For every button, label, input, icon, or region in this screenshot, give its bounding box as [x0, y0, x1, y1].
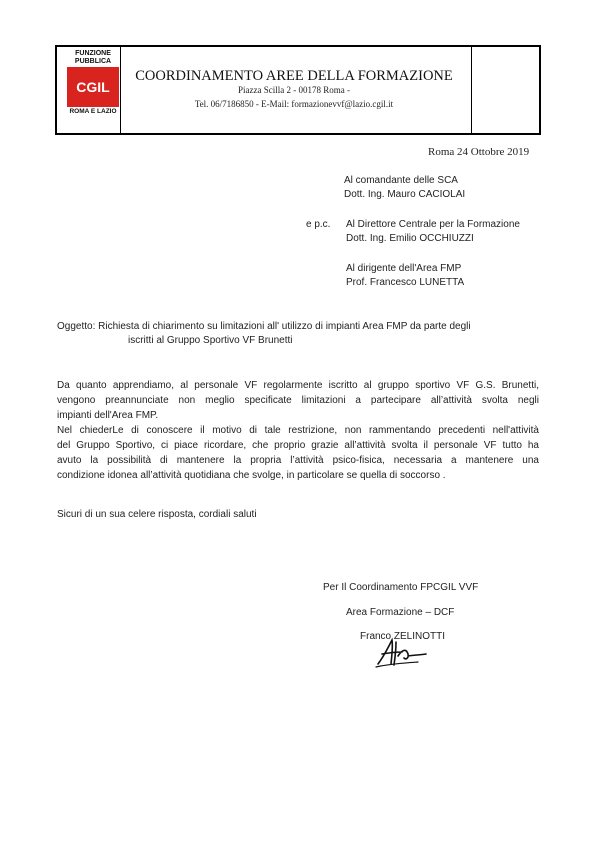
signature-name: Franco ZELINOTTI	[360, 631, 446, 642]
logo-brand: CGIL	[67, 67, 119, 107]
handwritten-signature	[374, 634, 430, 670]
recipient-2-line2: Dott. Ing. Emilio OCCHIUZZI	[346, 233, 474, 244]
cc-label: e p.c.	[306, 219, 331, 230]
subject-line2: iscritti al Gruppo Sportivo VF Brunetti	[128, 335, 293, 346]
body-p2-line2: del Gruppo Sportivo, ci piace ricordare, che proprio grazie all’attività svolta il personale VF tutto ha	[57, 440, 539, 451]
cgil-logo	[67, 49, 119, 117]
signature-line1: Per Il Coordinamento FPCGIL VVF	[323, 582, 479, 593]
logo-line1: FUNZIONE	[75, 50, 111, 57]
closing-greeting: Sicuri di un sua celere risposta, cordiali saluti	[57, 509, 257, 520]
letterhead	[55, 45, 541, 135]
body-p2-line3: avuto la possibilità di mantenere la propria l’attività psico-fisica, necessaria a mantenere una	[57, 455, 539, 466]
body-p2-line1: Nel chiederLe di conoscere il motivo di tale restrizione, non rammentando precedenti nell'attività	[57, 425, 539, 436]
body-paragraph-1	[57, 378, 539, 423]
recipient-3-line1: Al dirigente dell'Area FMP	[346, 263, 462, 274]
logo-region: ROMA E LAZIO	[69, 108, 117, 115]
organization-title: COORDINAMENTO AREE DELLA FORMAZIONE	[135, 68, 453, 84]
body-p1-line2: vengono preannunciate non meglio specificate limitazioni a partecipare all’attività svolta negli	[57, 395, 539, 406]
logo-line2: PUBBLICA	[74, 58, 112, 65]
letter-date: Roma 24 Ottobre 2019	[428, 146, 530, 158]
recipient-1-line2: Dott. Ing. Mauro CACIOLAI	[344, 189, 466, 200]
recipient-2-line1: Al Direttore Centrale per la Formazione	[346, 219, 520, 230]
body-p2-line4: condizione idonea all’attività quotidiana che svolge, in particolare se quella di soccorso .	[57, 470, 446, 481]
recipient-3-line2: Prof. Francesco LUNETTA	[346, 277, 465, 288]
signature-line2: Area Formazione – DCF	[346, 607, 455, 618]
body-p1-line3: impianti dell'Area FMP.	[57, 410, 159, 421]
letterhead-divider-right	[471, 47, 472, 133]
organization-contact: Tel. 06/7186850 - E-Mail: formazionevvf@lazio.cgil.it	[194, 99, 394, 109]
body-paragraph-2	[57, 423, 539, 483]
subject-line1: Oggetto: Richiesta di chiarimento su limitazioni all' utilizzo di impianti Area FMP da parte degli	[57, 321, 471, 332]
recipient-1-line1: Al comandante delle SCA	[344, 175, 458, 186]
body-p1-line1: Da quanto apprendiamo, al personale VF regolarmente iscritto al gruppo sportivo VF G.S. Brunetti,	[57, 380, 539, 391]
organization-address: Piazza Scilla 2 - 00178 Roma -	[238, 85, 350, 95]
